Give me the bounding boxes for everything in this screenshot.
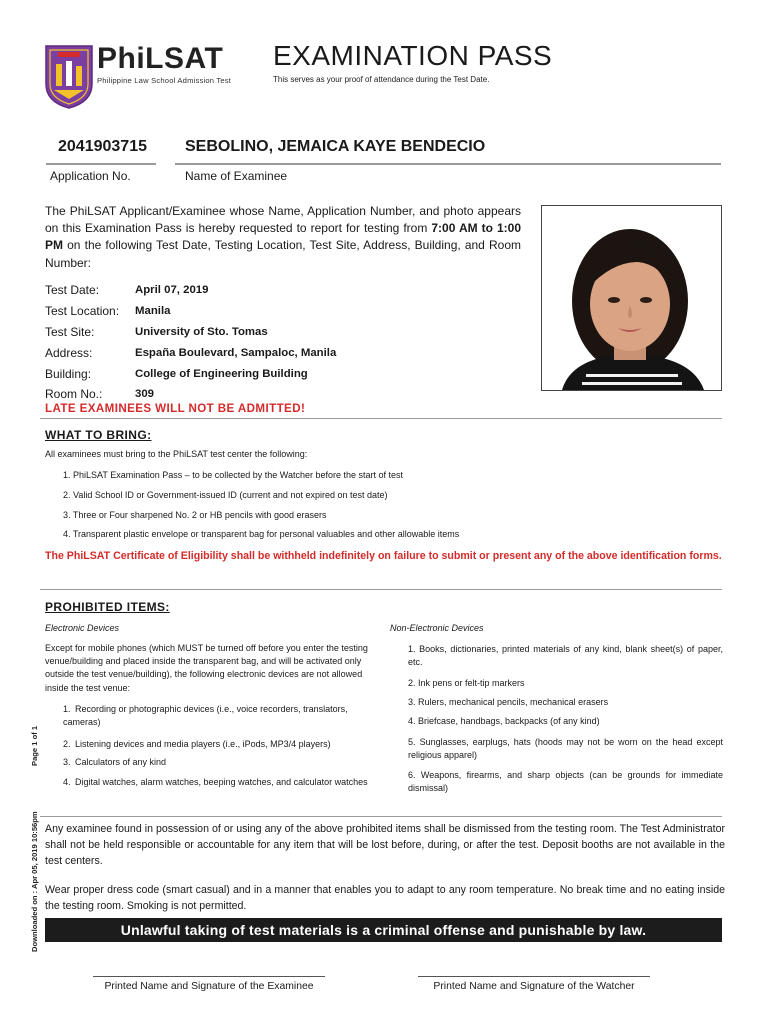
test-date-value: April 07, 2019 [135,284,209,296]
list-item: 4. Briefcase, handbags, backpacks (of any kind) [408,716,600,726]
list-item: 2. Listening devices and media players (i.e., iPods, MP3/4 players) [63,739,331,749]
page-indicator: Page 1 of 1 [30,725,39,766]
application-number: 2041903715 [58,138,147,155]
divider [46,163,156,165]
prohibited-consequence-paragraph: Any examinee found in possession of or using any of the above prohibited items shall be dismissed from the testing room. The Test Administrator shall not be held responsible or accountable for any item that will be lost before, during, or after the test. Deposit booths are not available in the test centers. [45,823,725,867]
application-number-label: Application No. [50,169,131,183]
examinee-name: SEBOLINO, JEMAICA KAYE BENDECIO [185,138,486,155]
list-item: 1. Books, dictionaries, printed materials of any kind, blank sheet(s) of paper, etc. [408,644,723,668]
intro-paragraph: The PhiLSAT Applicant/Examinee whose Name, Application Number, and photo appears on this Examination Pass is hereby requested to report for testing from 7:00 AM to 1:00 PM on the following Test Date, Testing Location, Test Site, Address, Building, and Room Number: [45,204,521,270]
prohibited-items-heading: PROHIBITED ITEMS: [45,600,170,614]
list-item: 3. Rulers, mechanical pencils, mechanical erasers [408,697,609,707]
examinee-name-label: Name of Examinee [185,169,288,183]
list-item: 1. Recording or photographic devices (i.e., voice recorders, translators, cameras) [63,704,348,728]
detail-row-test-site: Test Site: University of Sto. Tomas [45,325,268,339]
electronic-devices-heading: Electronic Devices [45,623,120,633]
divider [40,418,722,419]
list-item: 6. Weapons, firearms, and sharp objects (can be grounds for immediate dismissal) [408,770,723,794]
watcher-signature-label: Printed Name and Signature of the Watcher [433,981,635,992]
list-item: 2. Valid School ID or Government-issued ID (current and not expired on test date) [63,490,388,500]
signature-line [93,976,325,977]
legal-warning-banner: Unlawful taking of test materials is a criminal offense and punishable by law. [45,918,722,942]
philsat-logo [44,44,94,110]
dress-code-paragraph: Wear proper dress code (smart casual) and in a manner that enables you to adapt to any room temperature. No break time and no eating inside the testing room. Smoking is not permitted. [45,884,725,912]
list-item: 3. Three or Four sharpened No. 2 or HB pencils with good erasers [63,510,327,520]
list-item: 5. Sunglasses, earplugs, hats (hoods may not be worn on the head except religious apparel) [408,737,723,761]
non-electronic-devices-heading: Non-Electronic Devices [390,623,484,633]
detail-row-room: Room No.: 309 [45,387,155,401]
list-item: 2. Ink pens or felt-tip markers [408,678,525,688]
list-item: 3. Calculators of any kind [63,757,167,767]
divider [40,589,722,590]
divider [40,816,722,817]
examinee-photo [541,205,722,391]
test-location-value: Manila [135,305,171,317]
list-item: 4. Digital watches, alarm watches, beeping watches, and calculator watches [63,777,368,787]
room-value: 309 [135,388,155,400]
detail-row-address: Address: España Boulevard, Sampaloc, Manila [45,346,337,360]
address-value: España Boulevard, Sampaloc, Manila [135,347,337,359]
brand-tagline: Philippine Law School Admission Test [97,76,232,85]
late-notice: LATE EXAMINEES WILL NOT BE ADMITTED! [45,402,306,415]
page-title: EXAMINATION PASS [273,40,553,71]
list-item: 1. PhiLSAT Examination Pass – to be collected by the Watcher before the start of test [63,470,404,480]
test-site-value: University of Sto. Tomas [135,326,268,338]
report-time: 7:00 AM to 1:00 PM [45,221,521,253]
detail-row-building: Building: College of Engineering Building [45,367,308,381]
download-timestamp: Downloaded on : Apr 05, 2019 10:56pm [30,811,39,952]
detail-row-test-date: Test Date: April 07, 2019 [45,283,209,297]
brand-name: PhiLSAT [97,42,224,75]
page-subtitle: This serves as your proof of attendance during the Test Date. [273,75,490,84]
what-to-bring-heading: WHAT TO BRING: [45,428,152,442]
list-item: 4. Transparent plastic envelope or transparent bag for personal valuables and other allowable items [63,529,460,539]
what-to-bring-intro: All examinees must bring to the PhiLSAT test center the following: [45,449,308,459]
divider [175,163,721,165]
examinee-signature-label: Printed Name and Signature of the Examinee [104,981,314,992]
electronic-devices-intro: Except for mobile phones (which MUST be turned off before you enter the testing venue/building and placed inside the transparent bag, and will be activated only outside the test venue/building), the following electronic devices are not allowed inside the test venue: [45,643,368,693]
signature-line [418,976,650,977]
detail-row-test-location: Test Location: Manila [45,304,171,318]
building-value: College of Engineering Building [135,368,308,380]
eligibility-warning: The PhiLSAT Certificate of Eligibility shall be withheld indefinitely on failure to submit or present any of the above identification forms. [45,550,722,562]
